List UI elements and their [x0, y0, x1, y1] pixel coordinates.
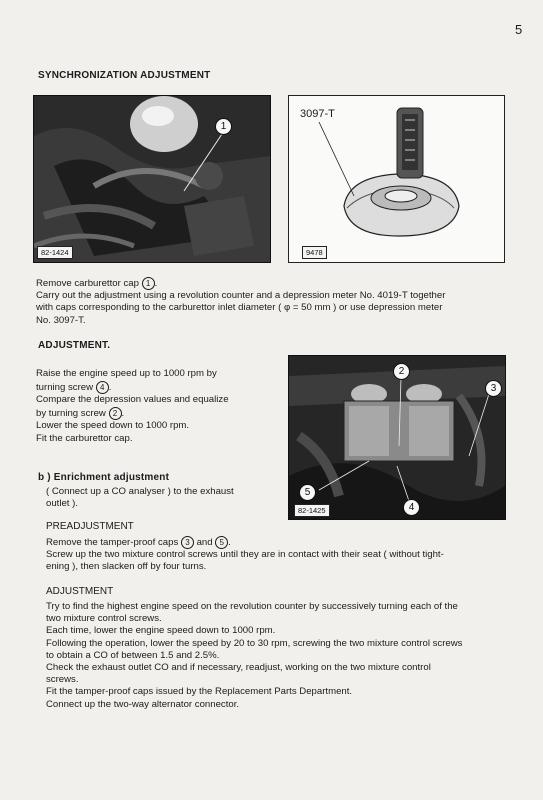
photo-ref-82-1424: 82-1424	[37, 246, 73, 259]
section-heading-enrichment: b ) Enrichment adjustment	[38, 472, 170, 483]
synchronization-text	[36, 277, 516, 327]
drawing-ref-9478: 9478	[302, 246, 327, 259]
adj-line-4: Following the operation, lower the speed by 20 to 30 rpm, screwing the two mixture control screws	[46, 637, 463, 649]
ref-circle-4: 4	[96, 381, 109, 394]
line-caps: with caps corresponding to the carburettor inlet diameter ( φ = 50 mm ) or use depression meter	[36, 302, 443, 314]
adj-line-3: Each time, lower the engine speed down to 1000 rpm.	[46, 625, 276, 637]
adj-line-5: to obtain a CO of between 1.5 and 2.5%.	[46, 649, 220, 661]
adj-line-9: Connect up the two-way alternator connector.	[46, 698, 240, 710]
line-raise-speed: Raise the engine speed up to 1000 rpm by	[36, 368, 217, 379]
page-number: 5	[515, 22, 523, 37]
callout-4: 4	[403, 499, 420, 516]
line-depression-meter: No. 3097-T.	[36, 314, 86, 326]
callout-1: 1	[215, 118, 232, 135]
adj-line-1: Try to find the highest engine speed on the revolution counter by successively turning each of the	[46, 601, 458, 612]
photo-ref-82-1425: 82-1425	[294, 504, 330, 517]
ref-circle-5: 5	[215, 536, 228, 549]
adj-line-2: two mixture control screws.	[46, 613, 162, 625]
adj-line-7: screws.	[46, 674, 79, 686]
line-carry-out: Carry out the adjustment using a revolution counter and a depression meter No. 4019-T together	[36, 290, 446, 302]
depression-meter-drawing	[288, 95, 505, 263]
depression-meter-illustration	[289, 96, 504, 262]
section-heading-adjustment: ADJUSTMENT.	[38, 340, 111, 351]
line-compare: Compare the depression values and equalize	[36, 394, 229, 406]
section-heading-adjustment-2: ADJUSTMENT	[46, 586, 114, 597]
line-slacken: ening ), then slacken off by four turns.	[46, 561, 207, 573]
line-remove-cap: Remove carburettor cap 1 .	[36, 278, 158, 290]
line-turning-screw-4: turning screw 4 .	[36, 381, 112, 393]
engine-photo-2	[288, 355, 506, 520]
engine-photo-1-illustration	[34, 96, 270, 262]
section-heading-synchronization: SYNCHRONIZATION ADJUSTMENT	[38, 70, 211, 81]
callout-5: 5	[299, 484, 316, 501]
line-outlet: outlet ).	[46, 498, 78, 510]
line-co-analyser: ( Connect up a CO analyser ) to the exhaust	[46, 486, 234, 497]
line-screw-up: Screw up the two mixture control screws until they are in contact with their seat ( without tight-	[46, 549, 444, 561]
adjustment-2-text	[46, 601, 531, 711]
adjustment-text	[36, 368, 286, 446]
section-heading-preadjustment: PREADJUSTMENT	[46, 521, 134, 532]
enrichment-text	[46, 486, 286, 510]
preadjustment-text	[46, 536, 526, 574]
line-fit-cap: Fit the carburettor cap.	[36, 433, 133, 445]
ref-circle-3: 3	[181, 536, 194, 549]
callout-2: 2	[393, 363, 410, 380]
line-lower-speed: Lower the speed down to 1000 rpm.	[36, 420, 190, 432]
engine-photo-2-illustration	[289, 356, 505, 519]
ref-circle-2: 2	[109, 407, 122, 420]
adj-line-6: Check the exhaust outlet CO and if necessary, readjust, working on the two mixture control	[46, 662, 431, 674]
adj-line-8: Fit the tamper-proof caps issued by the Replacement Parts Department.	[46, 686, 353, 698]
engine-photo-1	[33, 95, 271, 263]
callout-3: 3	[485, 380, 502, 397]
tool-label-3097-T: 3097-T	[300, 108, 335, 120]
ref-circle-1: 1	[142, 277, 155, 290]
line-remove-tamper-caps: Remove the tamper-proof caps 3 and 5 .	[46, 537, 231, 549]
line-turning-screw-2: by turning screw 2 .	[36, 407, 125, 419]
